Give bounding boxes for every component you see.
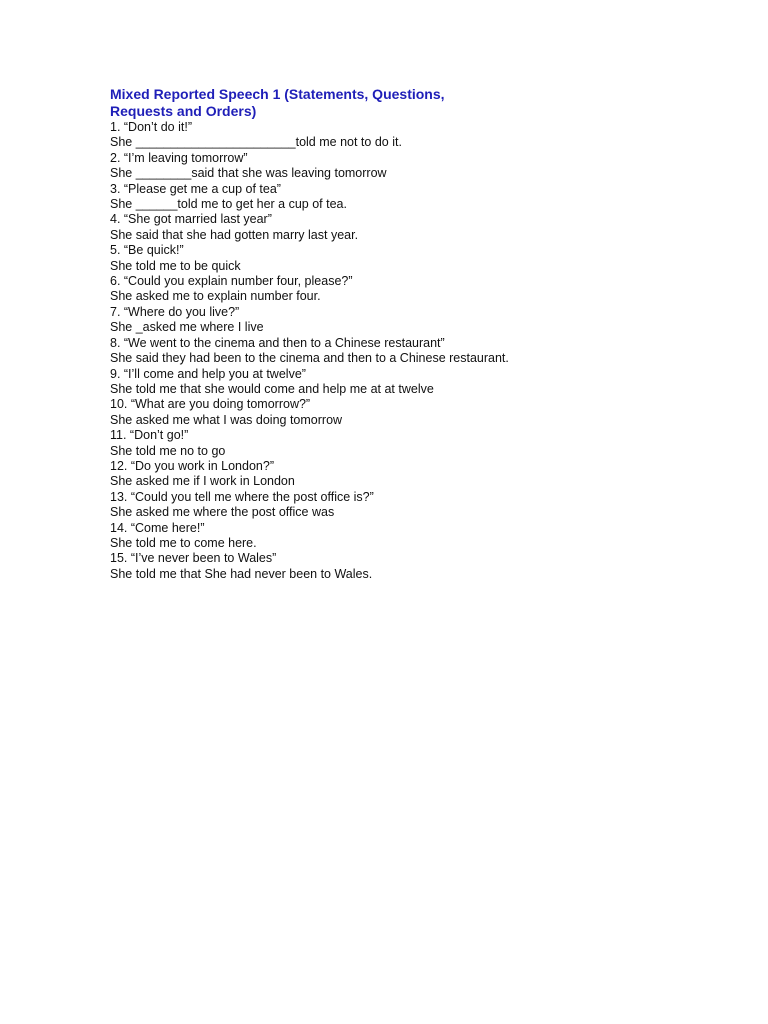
exercise-answer: She told me to come here. (110, 535, 257, 550)
exercise-answer: She _asked me where I live (110, 320, 264, 335)
exercise-list (110, 120, 730, 582)
exercise-quote: 14. “Come here!” (110, 520, 205, 535)
exercise-quote: 15. “I’ve never been to Wales” (110, 551, 277, 566)
exercise-quote: 7. “Where do you live?” (110, 304, 240, 319)
exercise-answer: She told me that She had never been to Wales. (110, 566, 373, 581)
exercise-answer: She asked me where the post office was (110, 505, 335, 520)
exercise-quote: 12. “Do you work in London?” (110, 458, 274, 473)
exercise-quote: 3. “Please get me a cup of tea” (110, 181, 281, 196)
exercise-answer: She ______told me to get her a cup of tea. (110, 197, 347, 212)
exercise-quote: 6. “Could you explain number four, please?” (110, 274, 353, 289)
exercise-answer: She asked me if I work in London (110, 474, 295, 489)
exercise-answer: She told me to be quick (110, 258, 241, 273)
document-content (110, 86, 730, 582)
exercise-answer: She _______________________told me not to do it. (110, 135, 402, 150)
exercise-quote: 10. “What are you doing tomorrow?” (110, 397, 311, 412)
exercise-answer: She told me that she would come and help me at at twelve (110, 381, 434, 396)
exercise-answer: She ________said that she was leaving tomorrow (110, 166, 387, 181)
exercise-quote: 4. “She got married last year” (110, 212, 272, 227)
exercise-quote: 8. “We went to the cinema and then to a Chinese restaurant” (110, 335, 445, 350)
exercise-quote: 9. “I’ll come and help you at twelve” (110, 366, 306, 381)
exercise-answer: She said that she had gotten marry last year. (110, 227, 359, 242)
exercise-quote: 2. “I’m leaving tomorrow” (110, 150, 248, 165)
exercise-answer: She asked me what I was doing tomorrow (110, 412, 343, 427)
exercise-quote: 13. “Could you tell me where the post office is?” (110, 489, 374, 504)
exercise-answer: She asked me to explain number four. (110, 289, 321, 304)
exercise-answer: She told me no to go (110, 443, 226, 458)
document-title: Mixed Reported Speech 1 (Statements, Questions, Requests and Orders) (110, 86, 445, 119)
exercise-quote: 1. “Don’t do it!” (110, 120, 192, 134)
exercise-quote: 11. “Don’t go!” (110, 428, 189, 443)
exercise-quote: 5. “Be quick!” (110, 243, 184, 258)
exercise-answer: She said they had been to the cinema and then to a Chinese restaurant. (110, 351, 509, 366)
